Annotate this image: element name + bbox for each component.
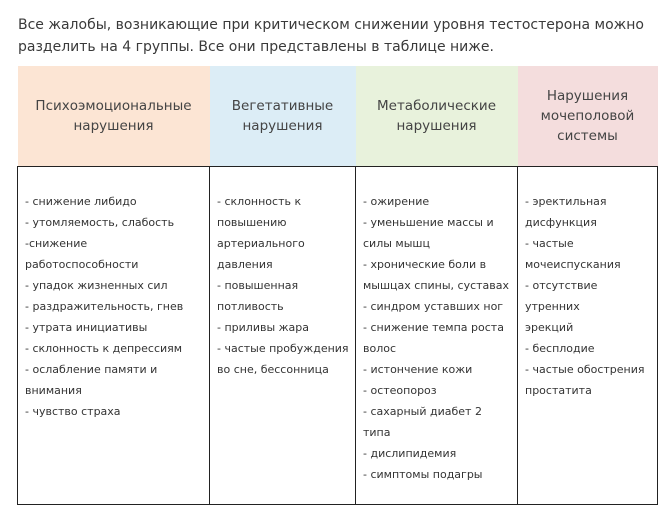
header-line: Нарушения <box>546 88 629 104</box>
symptom-item: - отсутствие утренних <box>525 279 598 313</box>
header-urogenital <box>518 66 658 167</box>
symptom-item: - повышенная <box>217 279 299 292</box>
header-line: нарушения <box>73 118 154 134</box>
symptom-item: - хронические боли в <box>363 258 487 271</box>
symptom-item: - остеопороз <box>363 384 437 397</box>
symptom-item: -снижение работоспособности <box>25 237 139 271</box>
symptom-item: - истончение кожи <box>363 363 473 376</box>
symptom-item: силы мышц <box>363 237 430 250</box>
symptom-item: - ожирение <box>363 195 430 208</box>
header-line: мочеполовой <box>540 108 635 124</box>
header-line: Вегетативные <box>231 98 334 114</box>
cell-urogenital <box>518 167 658 505</box>
symptom-item: - частые <box>525 237 574 250</box>
symptom-item: - сахарный диабет 2 типа <box>363 405 482 439</box>
symptom-list <box>525 191 651 401</box>
header-psychoemotional <box>18 66 210 167</box>
symptom-item: - частые пробуждения <box>217 342 349 355</box>
symptom-item: - дислипидемия <box>363 447 457 460</box>
symptom-item: мышцах спины, суставах <box>363 279 510 292</box>
cell-vegetative <box>210 167 356 505</box>
symptom-item: - снижение темпа роста <box>363 321 504 334</box>
header-line: Метаболические <box>376 98 496 114</box>
complaints-table <box>17 66 658 505</box>
symptom-item: эрекций <box>525 321 574 334</box>
intro-line-2: разделить на 4 группы. Все они представлены в таблице ниже. <box>18 39 494 55</box>
symptom-item: - симптомы подагры <box>363 468 483 481</box>
intro-paragraph <box>18 14 656 58</box>
symptom-item: давления <box>217 258 273 271</box>
intro-line-1: Все жалобы, возникающие при критическом снижении уровня тестостерона можно <box>18 17 644 33</box>
symptom-item: - приливы жара <box>217 321 310 334</box>
symptom-item: артериального <box>217 237 305 250</box>
symptom-item: - утомляемость, слабость <box>25 216 175 229</box>
cell-psychoemotional <box>18 167 210 505</box>
symptom-list <box>217 191 349 380</box>
symptom-item: - эректильная <box>525 195 607 208</box>
header-metabolic <box>356 66 518 167</box>
symptom-item: - чувство страха <box>25 405 121 418</box>
symptom-item: - синдром уставших ног <box>363 300 504 313</box>
symptom-item: - уменьшение массы и <box>363 216 494 229</box>
symptom-item: - бесплодие <box>525 342 595 355</box>
table-body-row <box>18 167 658 505</box>
header-line: нарушения <box>242 118 323 134</box>
symptom-item: волос <box>363 342 397 355</box>
header-line: Психоэмоциональные <box>35 98 192 114</box>
symptom-item: - раздражительность, гнев <box>25 300 184 313</box>
symptom-item: - склонность к депрессиям <box>25 342 183 355</box>
header-vegetative <box>210 66 356 167</box>
symptom-list <box>25 191 203 422</box>
symptom-item: - ослабление памяти и внимания <box>25 363 158 397</box>
table-header-row <box>18 66 658 167</box>
symptom-item: повышению <box>217 216 287 229</box>
symptom-item: во сне, бессонница <box>217 363 329 376</box>
symptom-item: простатита <box>525 384 592 397</box>
symptom-item: потливость <box>217 300 284 313</box>
symptom-item: - упадок жизненных сил <box>25 279 168 292</box>
symptom-item: - снижение либидо <box>25 195 137 208</box>
symptom-item: дисфункция <box>525 216 597 229</box>
symptom-item: - склонность к <box>217 195 302 208</box>
symptom-item: - утрата инициативы <box>25 321 148 334</box>
symptom-item: - частые обострения <box>525 363 645 376</box>
header-line: системы <box>557 128 618 144</box>
cell-metabolic <box>356 167 518 505</box>
header-line: нарушения <box>396 118 477 134</box>
symptom-list <box>363 191 511 485</box>
symptom-item: мочеиспускания <box>525 258 621 271</box>
